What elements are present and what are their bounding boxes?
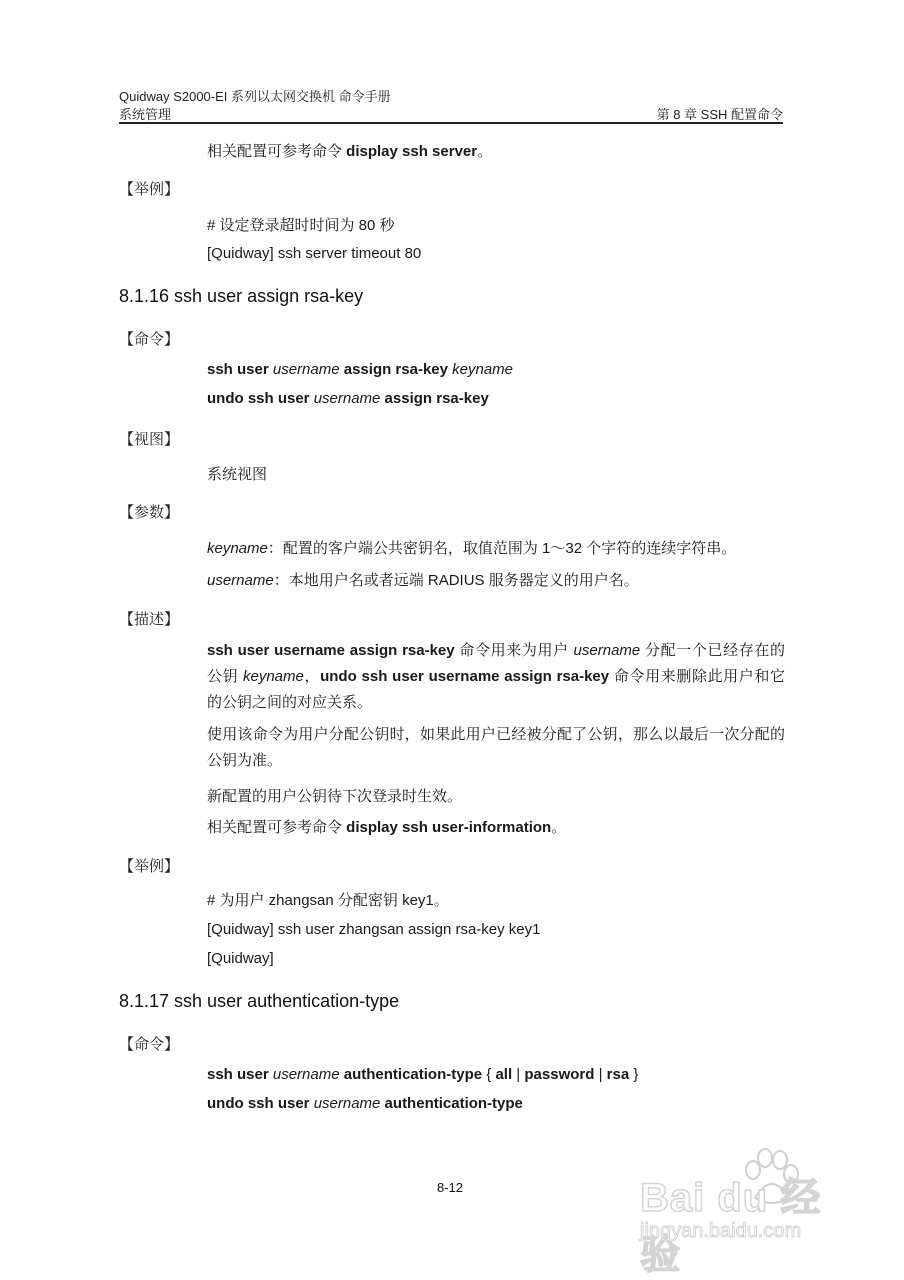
command-label: 【命令】: [119, 331, 180, 348]
example-command: [Quidway] ssh server timeout 80: [207, 245, 422, 262]
view-value: 系统视图: [207, 466, 268, 483]
doc-subtitle: 系统管理: [119, 107, 172, 122]
example-label-2: 【举例】: [119, 858, 180, 875]
description-label: 【描述】: [119, 611, 180, 628]
section-heading-8-1-17: 8.1.17 ssh user authentication-type: [119, 991, 400, 1011]
section-heading-8-1-16: 8.1.16 ssh user assign rsa-key: [119, 286, 364, 306]
param-keyname: keyname：配置的客户端公共密钥名，取值范围为 1～32 个字符的连续字符串。: [207, 540, 737, 557]
undo-command-syntax: undo ssh user username assign rsa-key: [207, 390, 489, 407]
description-related-command: 相关配置可参考命令 display ssh user-information。: [207, 819, 567, 836]
description-paragraph-1: ssh user username assign rsa-key 命令用来为用户 username 分配一个已经存在的公钥 keyname，undo ssh user username assign rsa-key 命令用来删除此用户和它的公钥之间的对应关系。: [207, 642, 786, 711]
view-label: 【视图】: [119, 431, 180, 448]
command-label-2: 【命令】: [119, 1036, 180, 1053]
watermark-url: jingyan.baidu.com: [640, 1220, 802, 1242]
baidu-watermark: [640, 1148, 850, 1277]
description-paragraph-3: 新配置的用户公钥待下次登录时生效。: [207, 788, 463, 805]
related-command: display ssh server: [346, 143, 478, 160]
example-label: 【举例】: [119, 181, 180, 198]
command-syntax-2: ssh user username authentication-type { all | password | rsa }: [207, 1066, 639, 1083]
param-username: username：本地用户名或者远端 RADIUS 服务器定义的用户名。: [207, 572, 639, 589]
example-comment-2: # 为用户 zhangsan 分配密钥 key1。: [207, 892, 449, 909]
example-prompt: [Quidway]: [207, 950, 274, 967]
doc-title: Quidway S2000-EI 系列以太网交换机 命令手册: [119, 89, 391, 104]
header-rule: [119, 122, 783, 124]
undo-command-syntax-2: undo ssh user username authentication-type: [207, 1095, 523, 1112]
example-command-2: [Quidway] ssh user zhangsan assign rsa-key key1: [207, 921, 541, 938]
example-comment: # 设定登录超时时间为 80 秒: [207, 217, 395, 234]
related-command-line: 相关配置可参考命令 display ssh server。: [207, 143, 493, 160]
description-paragraph-2: 使用该命令为用户分配公钥时，如果此用户已经被分配了公钥，那么以最后一次分配的公钥为准。: [207, 726, 785, 769]
param-label: 【参数】: [119, 504, 180, 521]
watermark-brand: Bai du 经验: [640, 1176, 822, 1277]
command-syntax: ssh user username assign rsa-key keyname: [207, 361, 514, 378]
chapter-title: 第 8 章 SSH 配置命令: [656, 107, 783, 122]
page-number: 8-12: [437, 1180, 464, 1195]
